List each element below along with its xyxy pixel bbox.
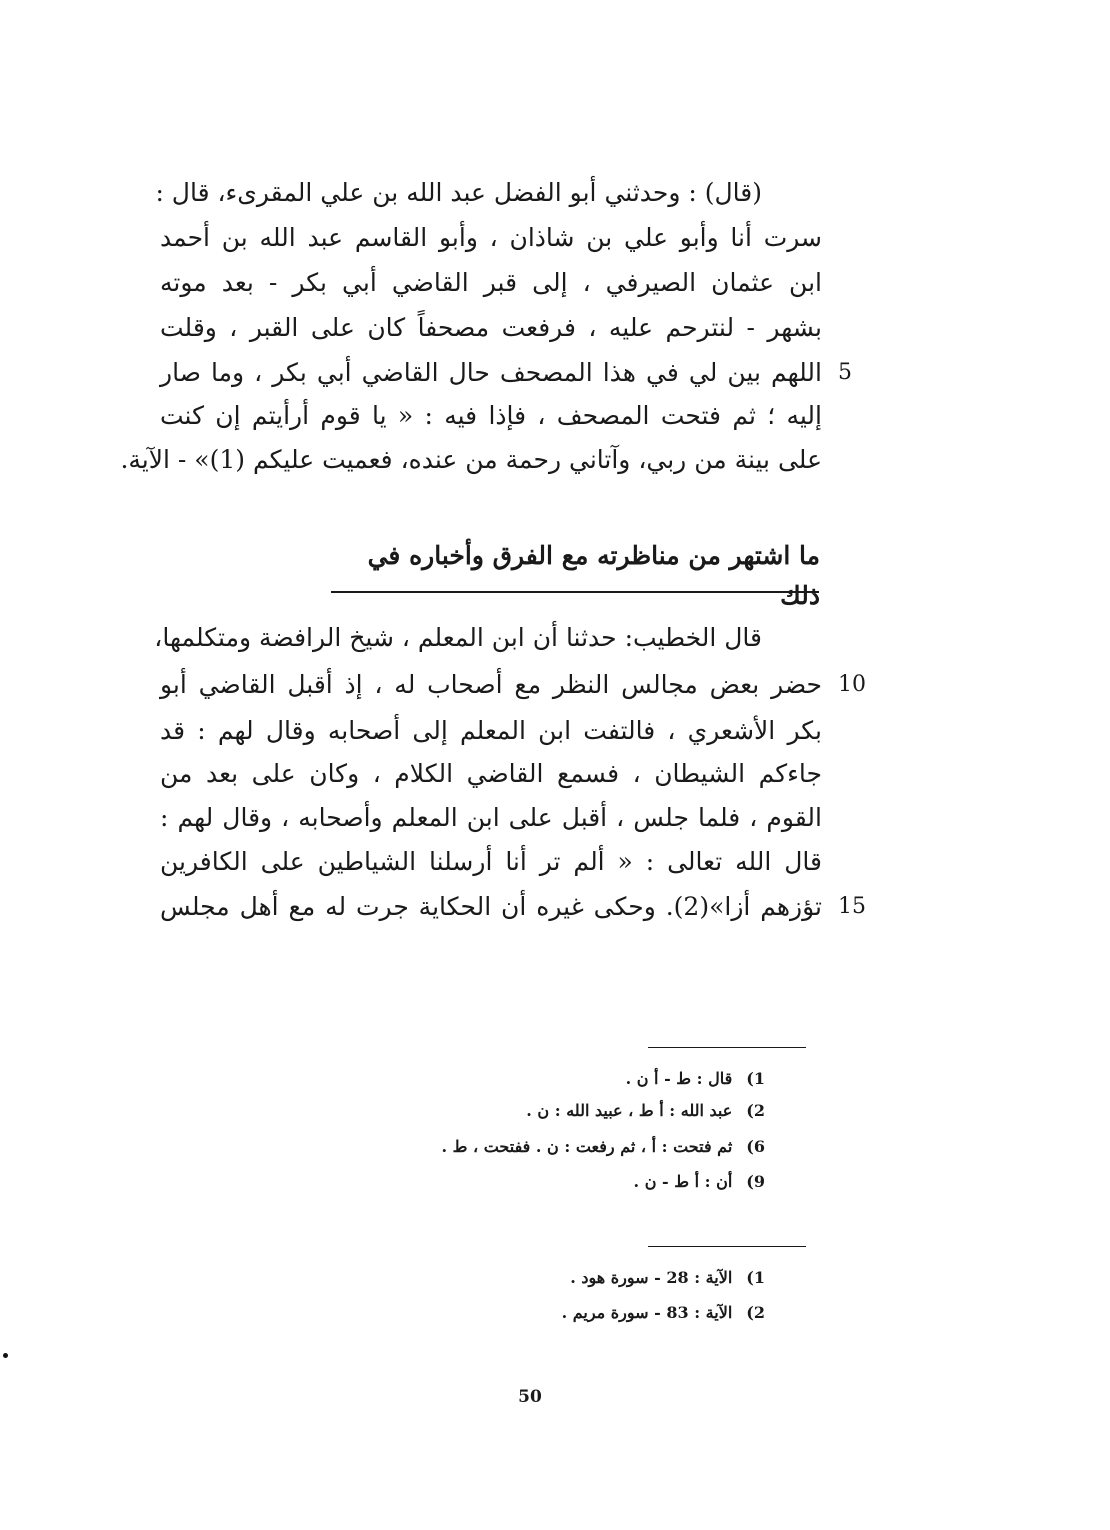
footnote xyxy=(420,1300,765,1326)
variant-note xyxy=(420,1169,765,1195)
section-title: ما اشتهر من مناظرته مع الفرق وأخباره في ذلك xyxy=(367,541,820,610)
title-underline xyxy=(331,591,819,593)
line-number: 10 xyxy=(838,672,866,697)
note-mark: 1) xyxy=(746,1069,765,1088)
text-line: قال الخطيب: حدثنا أن ابن المعلم ، شيخ الرافضة ومتكلمها، xyxy=(154,623,762,652)
text-line: جاءكم الشيطان ، فسمع القاضي الكلام ، وكان على بعد من xyxy=(160,759,822,788)
note-mark: 2) xyxy=(746,1101,765,1120)
text-line: إليه ؛ ثم فتحت المصحف ، فإذا فيه : « يا قوم أرأيتم إن كنت xyxy=(160,401,822,430)
footnote-rule xyxy=(648,1047,806,1048)
note-text: قال : ط - أ ن . xyxy=(625,1069,733,1088)
text-line: بكر الأشعري ، فالتفت ابن المعلم إلى أصحابه وقال لهم : قد xyxy=(160,716,822,745)
text-line: حضر بعض مجالس النظر مع أصحاب له ، إذ أقبل القاضي أبو xyxy=(160,670,822,699)
note-mark: 6) xyxy=(746,1137,765,1156)
line-number: 5 xyxy=(838,360,852,385)
variant-note xyxy=(420,1098,765,1124)
variant-note xyxy=(420,1134,765,1160)
page-number: 50 xyxy=(518,1387,542,1407)
note-mark: 1) xyxy=(746,1268,765,1287)
text-line: القوم ، فلما جلس ، أقبل على ابن المعلم وأصحابه ، وقال لهم : xyxy=(160,803,822,832)
line-number: 15 xyxy=(838,894,866,919)
text-line: (قال) : وحدثني أبو الفضل عبد الله بن علي المقرىء، قال : xyxy=(155,178,762,207)
note-text: الآية : 83 - سورة مريم . xyxy=(561,1303,733,1322)
text-line: قال الله تعالى : « ألم تر أنا أرسلنا الشياطين على الكافرين xyxy=(160,847,822,876)
note-mark: 2) xyxy=(746,1303,765,1322)
footnote-rule xyxy=(648,1246,806,1247)
text-line: على بينة من ربي، وآتاني رحمة من عنده، فعميت عليكم (1)» - الآية. xyxy=(120,445,822,474)
footnote xyxy=(420,1265,765,1291)
text-line: سرت أنا وأبو علي بن شاذان ، وأبو القاسم عبد الله بن أحمد xyxy=(160,223,822,252)
scan-speck xyxy=(3,1353,8,1358)
text-line: بشهر - لنترحم عليه ، فرفعت مصحفاً كان على القبر ، وقلت xyxy=(160,313,822,342)
note-mark: 9) xyxy=(746,1172,765,1191)
variant-note xyxy=(420,1066,765,1092)
note-text: عبد الله : أ ط ، عبيد الله : ن . xyxy=(526,1101,733,1120)
text-line: تؤزهم أزا»(2). وحكى غيره أن الحكاية جرت له مع أهل مجلس xyxy=(160,892,822,921)
note-text: أن : أ ط - ن . xyxy=(633,1172,733,1191)
note-text: الآية : 28 - سورة هود . xyxy=(570,1268,733,1287)
text-line: اللهم بين لي في هذا المصحف حال القاضي أبي بكر ، وما صار xyxy=(160,358,822,387)
note-text: ثم فتحت : أ ، ثم رفعت : ن . ففتحت ، ط . xyxy=(441,1137,733,1156)
text-line: ابن عثمان الصيرفي ، إلى قبر القاضي أبي بكر - بعد موته xyxy=(160,268,822,297)
